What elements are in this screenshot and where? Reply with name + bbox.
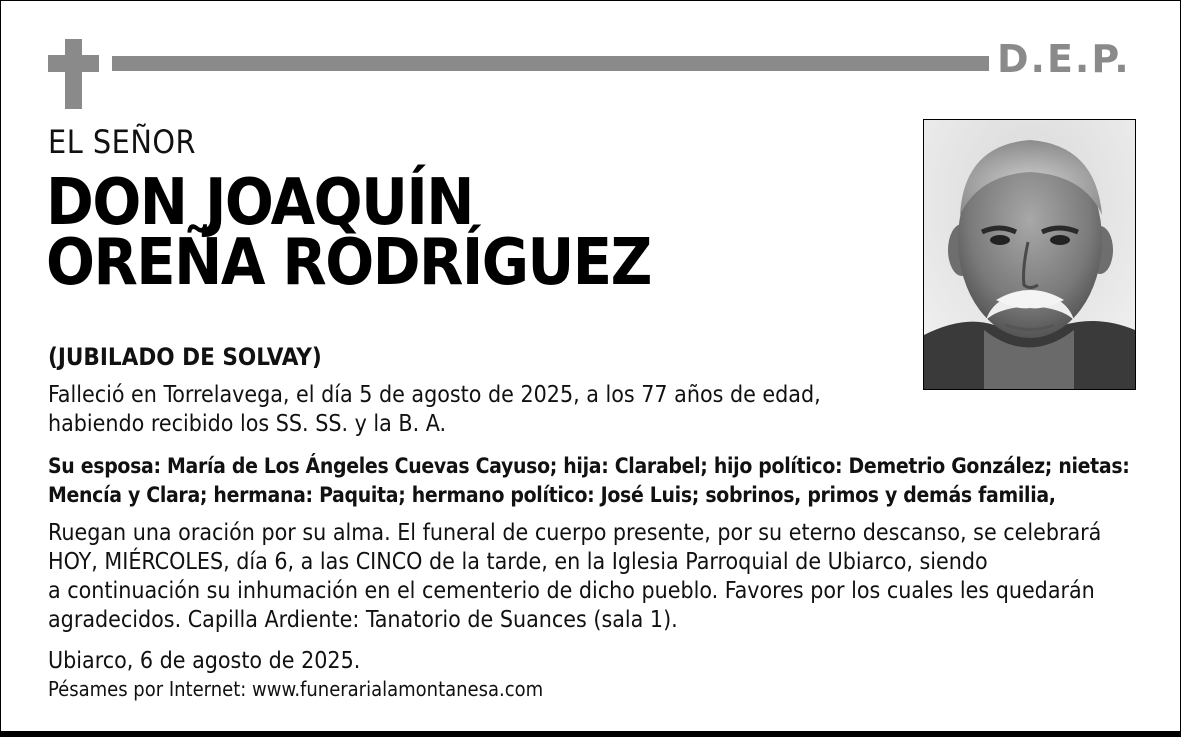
- title-prefix: EL SEÑOR: [48, 123, 197, 161]
- dep-heading: D.E.P.: [997, 37, 1131, 81]
- death-line: habiendo recibido los SS. SS. y la B. A.: [48, 411, 447, 437]
- funeral-line: HOY, MIÉRCOLES, día 6, a las CINCO de la tarde, en la Iglesia Parroquial de Ubiarco, siendo: [48, 549, 988, 575]
- funeral-line: a continuación su inhumación en el cementerio de dicho pueblo. Favores por los cuales les quedarán: [48, 578, 1095, 604]
- cross-horizontal-bar: [48, 55, 99, 72]
- family-paragraph: [48, 452, 1138, 510]
- family-line: Su esposa: María de Los Ángeles Cuevas Cayuso; hija: Clarabel; hijo político: Demetrio González; nietas:: [48, 454, 1130, 478]
- cross-vertical-bar: [65, 39, 82, 109]
- portrait-photo: [923, 119, 1136, 390]
- family-line: Mencía y Clara; hermana: Paquita; hermano político: José Luis; sobrinos, primos y demás familia,: [48, 483, 1056, 507]
- place-date: Ubiarco, 6 de agosto de 2025.: [48, 648, 361, 674]
- death-line: Falleció en Torrelavega, el día 5 de agosto de 2025, a los 77 años de edad,: [48, 382, 821, 408]
- funeral-line: agradecidos. Capilla Ardiente: Tanatorio de Suances (sala 1).: [48, 607, 678, 633]
- deceased-name-line1: DON JOAQUÍN: [46, 166, 473, 240]
- death-paragraph: [48, 381, 868, 439]
- deceased-name: [46, 166, 651, 300]
- occupation: (JUBILADO DE SOLVAY): [48, 343, 322, 371]
- header-rule: [112, 56, 989, 71]
- funeral-line: Ruegan una oración por su alma. El funeral de cuerpo presente, por su eterno descanso, se celebrará: [48, 520, 1102, 546]
- deceased-name-line2: OREÑA RODRÍGUEZ: [46, 226, 651, 300]
- funeral-paragraph: [48, 519, 1148, 635]
- condolences-link-text: Pésames por Internet: www.funerarialamontanesa.com: [48, 677, 544, 701]
